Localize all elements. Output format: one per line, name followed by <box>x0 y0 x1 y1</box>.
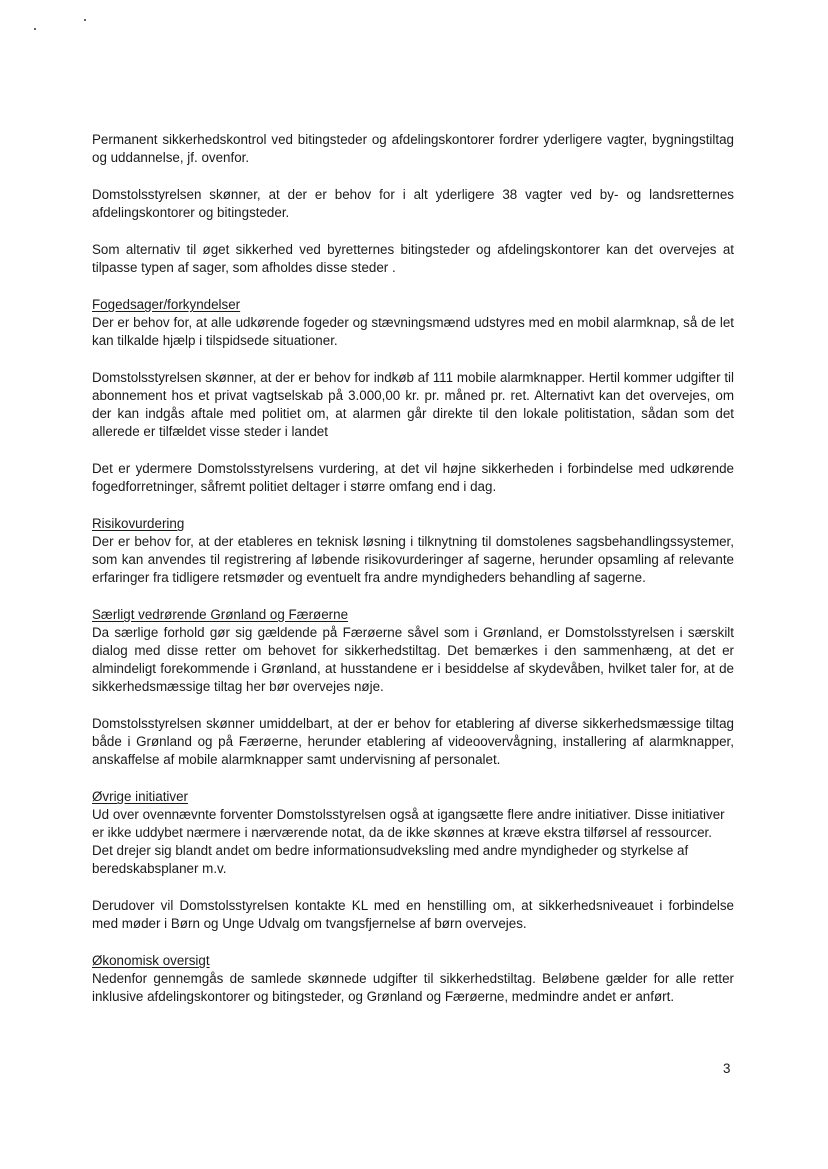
paragraph <box>92 460 734 496</box>
page-number: 3 <box>723 1061 731 1076</box>
section-heading: Særligt vedrørende Grønland og Færøerne <box>92 607 349 622</box>
paragraph <box>92 715 734 769</box>
section-oevrige-initiativer <box>92 788 734 878</box>
paragraph-text: Derudover vil Domstolsstyrelsen kontakte KL med en henstilling om, at sikkerhedsniveauet i forbindelse med møder i Børn og Unge Udvalg om tvangsfjernelse af børn overvejes. <box>92 898 734 931</box>
section-heading: Øvrige initiativer <box>92 789 188 804</box>
paragraph-text: Som alternativ til øget sikkerhed ved byretternes bitingsteder og afdelingskontorer kan det overvejes at tilpasse typen af sager, som afholdes disse steder . <box>92 242 734 275</box>
paragraph <box>92 186 734 222</box>
paragraph-text: Domstolsstyrelsen skønner, at der er behov for indkøb af 111 mobile alarmknapper. Hertil kommer udgifter til abonnement hos et privat vagtselskab på 3.000,00 kr. pr. måned pr. ret. Alternativt kan det overvejes, om der kan indgås aftale med politiet om, at alarmen går direkte til den lokale politistation, sådan som det allerede er tilfældet visse steder i landet <box>92 370 734 439</box>
paragraph <box>92 369 734 441</box>
paragraph <box>92 131 734 167</box>
paragraph-text: Ud over ovennævnte forventer Domstolsstyrelsen også at igangsætte flere andre initiativer. Disse initiativer er ikke uddybet nærmere i nærværende notat, da de ikke skønnes at kræve ekstra tilførsel af ressourcer. Det drejer sig blandt andet om bedre informationsudveksling med andre myndigheder og styrkelse af beredskabsplaner m.v. <box>92 807 725 876</box>
paragraph-text: Domstolsstyrelsen skønner umiddelbart, at der er behov for etablering af diverse sikkerhedsmæssige tiltag både i Grønland og på Færøerne, herunder etablering af videoovervågning, installering af alarmknapper, anskaffelse af mobile alarmknapper samt undervisning af personalet. <box>92 716 734 767</box>
paragraph-text: Domstolsstyrelsen skønner, at der er behov for i alt yderligere 38 vagter ved by- og landsretternes afdelingskontorer og bitingsteder. <box>92 187 734 220</box>
section-heading: Risikovurdering <box>92 516 185 531</box>
paragraph-text: Der er behov for, at der etableres en teknisk løsning i tilknytning til domstolenes sagsbehandlingssystemer, som kan anvendes til registrering af løbende risikovurderinger af sagerne, herunder opsamling af relevante erfaringer fra tidligere retsmøder og eventuelt fra andre myndigheders behandling af sagerne. <box>92 534 734 585</box>
paragraph-text: Det er ydermere Domstolsstyrelsens vurdering, at det vil højne sikkerheden i forbindelse med udkørende fogedforretninger, såfremt politiet deltager i større omfang end i dag. <box>92 461 734 494</box>
document-body <box>92 131 734 1025</box>
section-fogedsager <box>92 296 734 350</box>
paragraph <box>92 241 734 277</box>
scan-speck <box>34 28 36 30</box>
paragraph-text: Permanent sikkerhedskontrol ved bitingsteder og afdelingskontorer fordrer yderligere vagter, bygningstiltag og uddannelse, jf. ovenfor. <box>92 132 734 165</box>
paragraph-text: Nedenfor gennemgås de samlede skønnede udgifter til sikkerhedstiltag. Beløbene gælder for alle retter inklusive afdelingskontorer og bitingsteder, og Grønland og Færøerne, medmindre andet er anført. <box>92 971 734 1004</box>
paragraph-text: Der er behov for, at alle udkørende fogeder og stævningsmænd udstyres med en mobil alarmknap, så de let kan tilkalde hjælp i tilspidsede situationer. <box>92 315 734 348</box>
section-heading: Økonomisk oversigt <box>92 953 210 968</box>
section-risikovurdering <box>92 515 734 587</box>
scan-speck <box>84 19 86 21</box>
section-heading: Fogedsager/forkyndelser <box>92 297 241 312</box>
paragraph-text: Da særlige forhold gør sig gældende på Færøerne såvel som i Grønland, er Domstolsstyrelsen i særskilt dialog med disse retter om behovet for sikkerhedstiltag. Det bemærkes i den sammenhæng, at det er almindeligt forekommende i Grønland, at husstandene er i besiddelse af skydevåben, hvilket taler for, at de sikkerhedsmæssige tiltag her bør overvejes nøje. <box>92 625 734 694</box>
paragraph <box>92 897 734 933</box>
section-oekonomisk-oversigt <box>92 952 734 1006</box>
section-groenland-faeroeerne <box>92 606 734 696</box>
